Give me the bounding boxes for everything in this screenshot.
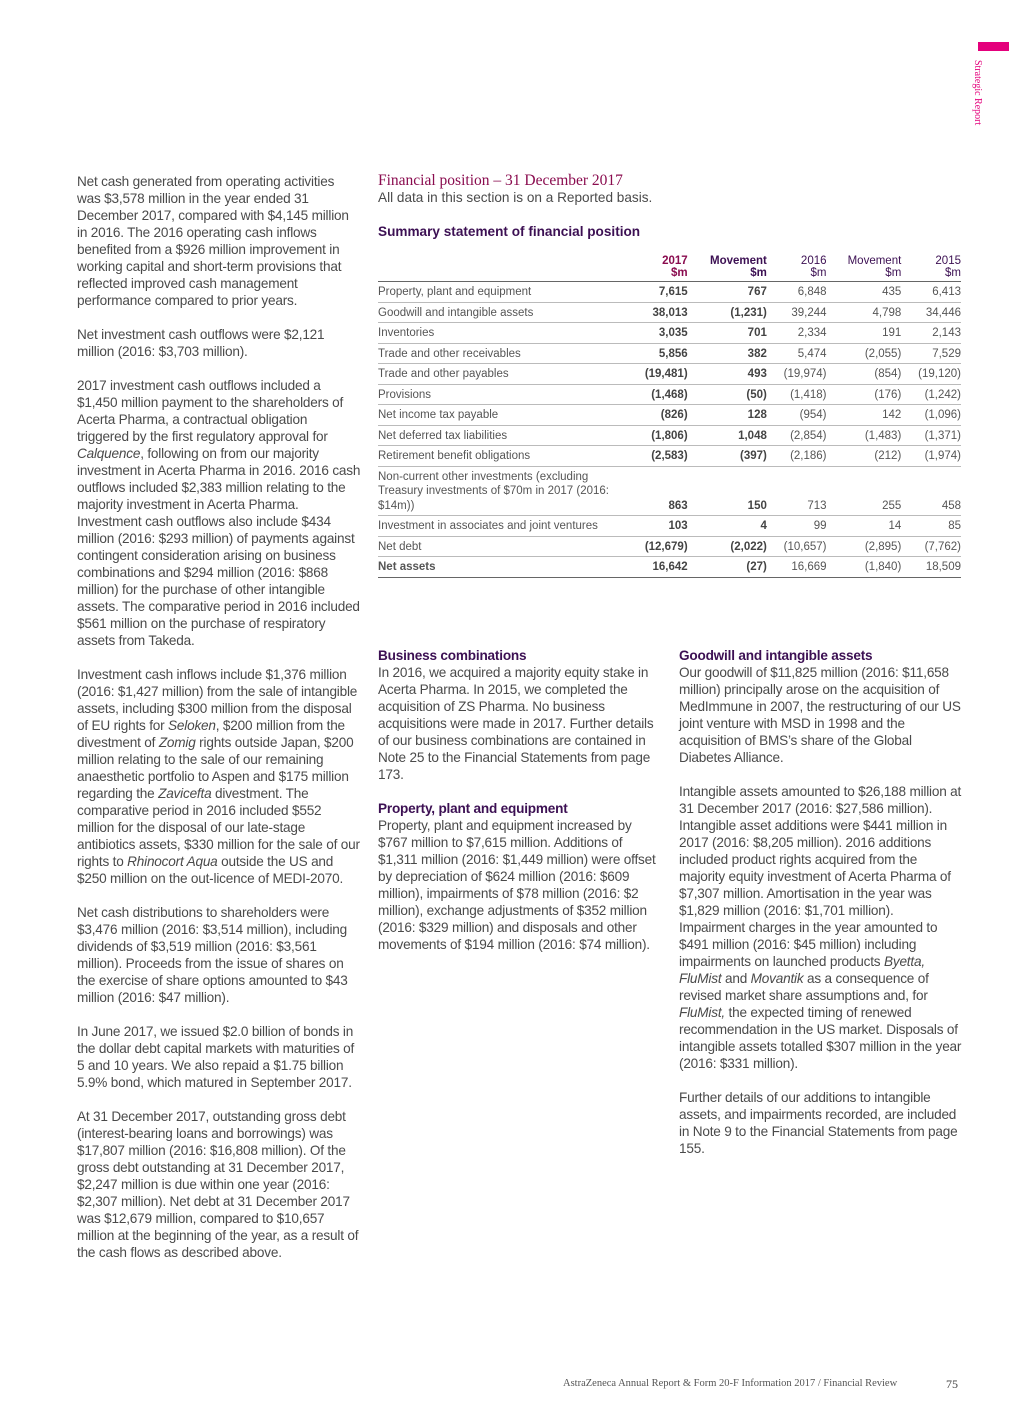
- paragraph: [77, 377, 361, 649]
- text-run: Our goodwill of $11,825 million (2016: $11,658 million) principally arose on the acquisition of MedImmune in 2007, the restructuring of our US joint venture with MSD in 1998 and the acquisition of BMS’s share of the Global Diabetes Alliance.: [679, 665, 961, 765]
- table-total-row: [378, 557, 961, 578]
- cell-value: (954): [767, 405, 827, 426]
- table-row: [378, 364, 961, 385]
- cell-value: (1,231): [688, 302, 767, 323]
- cell-value: (10,657): [767, 536, 827, 557]
- cell-value: 1,048: [688, 425, 767, 446]
- table-row: [378, 536, 961, 557]
- cell-value: (2,055): [827, 343, 902, 364]
- cell-value: 493: [688, 364, 767, 385]
- table-row: [378, 516, 961, 537]
- text-run: In 2016, we acquired a majority equity stake in Acerta Pharma. In 2015, we completed the acquisition of ZS Pharma. No business acquisitions were made in 2017. Further details of our business combinations are contained in Note 25 to the Financial Statements from page 173.: [378, 665, 654, 782]
- paragraph: [679, 664, 963, 766]
- table-row: [378, 466, 961, 516]
- product-name: Zomig: [158, 735, 196, 750]
- cell-value: 18,509: [901, 557, 961, 578]
- cell-value: (27): [688, 557, 767, 578]
- cell-value: (19,974): [767, 364, 827, 385]
- text-run: and: [721, 971, 751, 986]
- cell-value: 435: [827, 282, 902, 303]
- cell-value: (1,974): [901, 446, 961, 467]
- row-label: Property, plant and equipment: [378, 282, 628, 303]
- page-number: 75: [946, 1377, 958, 1391]
- cell-value: (2,583): [628, 446, 688, 467]
- cell-value: 103: [628, 516, 688, 537]
- header-line: $m: [750, 267, 767, 279]
- section-label: Strategic Report: [972, 60, 983, 126]
- text-run: Net cash generated from operating activities was $3,578 million in the year ended 31 December 2017, compared with $4,145 million in 2016. The 2016 operating cash inflows benefited from a $926 million improvement in working capital and short-term provisions that reflected improved cash management performance compared to prior years.: [77, 174, 349, 308]
- cell-value: 863: [628, 466, 688, 516]
- cell-value: (12,679): [628, 536, 688, 557]
- middle-column: [378, 647, 658, 970]
- paragraph: [77, 904, 361, 1006]
- product-name: Zavicefta: [158, 786, 212, 801]
- table-row: [378, 384, 961, 405]
- cell-value: 6,413: [901, 282, 961, 303]
- cell-value: 767: [688, 282, 767, 303]
- text-run: In June 2017, we issued $2.0 billion of bonds in the dollar debt capital markets with maturities of 5 and 10 years. We also repaid a $1.75 billion 5.9% bond, which matured in September 2017.: [77, 1024, 355, 1090]
- cell-value: (854): [827, 364, 902, 385]
- row-label: Net assets: [378, 557, 628, 578]
- cell-value: (1,806): [628, 425, 688, 446]
- cell-value: (19,120): [901, 364, 961, 385]
- paragraph: [77, 173, 361, 309]
- product-name: Calquence: [77, 446, 141, 461]
- paragraph: [378, 664, 658, 783]
- header-line: $m: [671, 267, 688, 279]
- row-label: Net deferred tax liabilities: [378, 425, 628, 446]
- cell-value: 7,615: [628, 282, 688, 303]
- column-header: [827, 255, 902, 282]
- header-line: 2015: [935, 255, 961, 267]
- cell-value: 34,446: [901, 302, 961, 323]
- cell-value: 701: [688, 323, 767, 344]
- section-heading: Goodwill and intangible assets: [679, 648, 873, 663]
- table-title: Summary statement of financial position: [378, 224, 641, 239]
- row-label: Trade and other payables: [378, 364, 628, 385]
- cell-value: 150: [688, 466, 767, 516]
- cell-value: 128: [688, 405, 767, 426]
- row-label: Trade and other receivables: [378, 343, 628, 364]
- table-row: [378, 343, 961, 364]
- table-row: [378, 323, 961, 344]
- section-heading: Business combinations: [378, 648, 527, 663]
- column-header: [628, 255, 688, 282]
- cell-value: (397): [688, 446, 767, 467]
- row-label: Provisions: [378, 384, 628, 405]
- text-run: , following on from our majority investment in Acerta Pharma in 2016. 2016 cash outflows included $2,383 million relating to the majority investment in Acerta Pharma. Investment cash outflows also include $434 million (2016: $293 million) of payments against contingent consideration arising on business combinations and $294 million (2016: $868 million) for the purchase of other intangible assets. The comparative period in 2016 included $561 million on the purchase of respiratory assets from Takeda.: [77, 446, 361, 648]
- row-label: Net income tax payable: [378, 405, 628, 426]
- paragraph: [77, 666, 361, 887]
- paragraph: [679, 1089, 963, 1157]
- column-header: [767, 255, 827, 282]
- cell-value: (1,468): [628, 384, 688, 405]
- text-run: outside the US and $250 million on the out-licence of MEDI-2070.: [77, 854, 344, 886]
- table-header-row: [378, 255, 961, 282]
- cell-value: 2,334: [767, 323, 827, 344]
- product-name: Seloken: [168, 718, 216, 733]
- header-line: 2016: [800, 255, 827, 267]
- cell-value: (7,762): [901, 536, 961, 557]
- cell-value: 39,244: [767, 302, 827, 323]
- text-run: Investment cash inflows include $1,376 million (2016: $1,427 million) from the sale of intangible assets, including $300 million from the disposal of EU rights for: [77, 667, 358, 733]
- cell-value: (1,242): [901, 384, 961, 405]
- cell-value: 255: [827, 466, 902, 516]
- header-line: $m: [945, 267, 961, 279]
- column-header: [901, 255, 961, 282]
- section-subtitle: All data in this section is on a Reported basis.: [378, 190, 653, 205]
- cell-value: 191: [827, 323, 902, 344]
- cell-value: 3,035: [628, 323, 688, 344]
- header-line: Movement: [847, 255, 902, 267]
- table-row: [378, 425, 961, 446]
- cell-value: 99: [767, 516, 827, 537]
- row-label: Inventories: [378, 323, 628, 344]
- right-column: [679, 647, 963, 1174]
- text-run: Intangible assets amounted to $26,188 million at 31 December 2017 (2016: $27,586 million). Intangible asset additions were $441 million in 2017 (2016: $8,205 million). 2016 additions included product rights acquired from the majority equity investment of Acerta Pharma of $7,307 million. Amortisation in the year was $1,829 million (2016: $1,701 million). Impairment charges in the year amounted to $491 million (2016: $45 million) including impairments on launched products: [679, 784, 962, 969]
- cell-value: (50): [688, 384, 767, 405]
- row-label: Retirement benefit obligations: [378, 446, 628, 467]
- row-label: Non-current other investments (excluding Treasury investments of $70m in 2017 (2016: $14m)): [378, 466, 628, 516]
- cell-value: (19,481): [628, 364, 688, 385]
- paragraph: [77, 326, 361, 360]
- product-name: Rhinocort Aqua: [127, 854, 218, 869]
- text-run: Net investment cash outflows were $2,121 million (2016: $3,703 million).: [77, 327, 325, 359]
- financial-position-table: [378, 255, 961, 578]
- cell-value: (2,186): [767, 446, 827, 467]
- product-name: Byetta, FluMist: [679, 954, 925, 986]
- cell-value: 382: [688, 343, 767, 364]
- cell-value: (2,895): [827, 536, 902, 557]
- cell-value: (212): [827, 446, 902, 467]
- cell-value: 4: [688, 516, 767, 537]
- header-line: $m: [810, 267, 827, 279]
- section-title: Financial position – 31 December 2017: [378, 172, 623, 189]
- text-run: as a consequence of revised market share assumptions and, for: [679, 971, 929, 1003]
- table-row: [378, 405, 961, 426]
- cell-value: (2,854): [767, 425, 827, 446]
- section-heading: Property, plant and equipment: [378, 801, 568, 816]
- cell-value: (1,483): [827, 425, 902, 446]
- cell-value: 458: [901, 466, 961, 516]
- text-run: 2017 investment cash outflows included a $1,450 million payment to the shareholders of Acerta Pharma, a contractual obligation triggered by the first regulatory approval for: [77, 378, 344, 444]
- header-line: Movement: [709, 255, 767, 267]
- text-run: Property, plant and equipment increased by $767 million to $7,615 million. Additions of $1,311 million (2016: $1,449 million) were offset by depreciation of $624 million (2016: $609 million), impairments of $78 million (2016: $2 million), exchange adjustments of $352 million (2016: $329 million) and disposals and other movements of $194 million (2016: $74 million).: [378, 818, 656, 952]
- row-label: Net debt: [378, 536, 628, 557]
- cell-value: 142: [827, 405, 902, 426]
- table-row: [378, 282, 961, 303]
- text-run: the expected timing of renewed recommendation in the US market. Disposals of intangible assets totalled $307 million in the year (2016: $331 million).: [679, 1005, 962, 1071]
- cell-value: 38,013: [628, 302, 688, 323]
- cell-value: 14: [827, 516, 902, 537]
- paragraph: [77, 1023, 361, 1091]
- table-row: [378, 446, 961, 467]
- text-run: rights outside Japan, $200 million relating to the sale of our remaining anaesthetic portfolio to Aspen and $175 million regarding the: [77, 735, 354, 801]
- cell-value: 16,642: [628, 557, 688, 578]
- cell-value: 713: [767, 466, 827, 516]
- table-row: [378, 302, 961, 323]
- cell-value: 5,856: [628, 343, 688, 364]
- cell-value: (176): [827, 384, 902, 405]
- paragraph: [378, 817, 658, 953]
- text-run: Net cash distributions to shareholders were $3,476 million (2016: $3,514 million), including dividends of $3,519 million (2016: $3,561 million). Proceeds from the issue of shares on the exercise of share options amounted to $43 million (2016: $47 million).: [77, 905, 348, 1005]
- cell-value: (1,418): [767, 384, 827, 405]
- cell-value: (1,840): [827, 557, 902, 578]
- text-run: , $200 million from the divestment of: [77, 718, 345, 750]
- cell-value: 85: [901, 516, 961, 537]
- column-header: [688, 255, 767, 282]
- column-header: [378, 255, 628, 282]
- cell-value: 2,143: [901, 323, 961, 344]
- footer-text: AstraZeneca Annual Report & Form 20-F Information 2017 / Financial Review: [563, 1378, 898, 1389]
- text-run: Further details of our additions to intangible assets, and impairments recorded, are included in Note 9 to the Financial Statements from page 155.: [679, 1090, 958, 1156]
- row-label: Investment in associates and joint ventures: [378, 516, 628, 537]
- text-run: divestment. The comparative period in 2016 included $552 million for the disposal of our late-stage antibiotics assets, $330 million for the sale of our rights to: [77, 786, 360, 869]
- cell-value: (826): [628, 405, 688, 426]
- cell-value: (1,096): [901, 405, 961, 426]
- text-run: At 31 December 2017, outstanding gross debt (interest-bearing loans and borrowings) was $17,807 million (2016: $16,808 million). Of the gross debt outstanding at 31 December 2017, $2,247 million is due within one year (2016: $2,307 million). Net debt at 31 December 2017 was $12,679 million, compared to $10,657 million at the beginning of the year, as a result of the cash flows as described above.: [77, 1109, 359, 1260]
- left-column: [77, 173, 361, 1278]
- header-line: $m: [885, 267, 902, 279]
- section-tab-marker: [978, 42, 1009, 51]
- paragraph: [77, 1108, 361, 1261]
- product-name: Movantik: [750, 971, 804, 986]
- cell-value: (1,371): [901, 425, 961, 446]
- cell-value: 7,529: [901, 343, 961, 364]
- row-label: Goodwill and intangible assets: [378, 302, 628, 323]
- cell-value: 16,669: [767, 557, 827, 578]
- product-name: FluMist,: [679, 1005, 725, 1020]
- cell-value: 4,798: [827, 302, 902, 323]
- paragraph: [679, 783, 963, 1072]
- cell-value: (2,022): [688, 536, 767, 557]
- header-line: 2017: [662, 255, 688, 267]
- cell-value: 5,474: [767, 343, 827, 364]
- cell-value: 6,848: [767, 282, 827, 303]
